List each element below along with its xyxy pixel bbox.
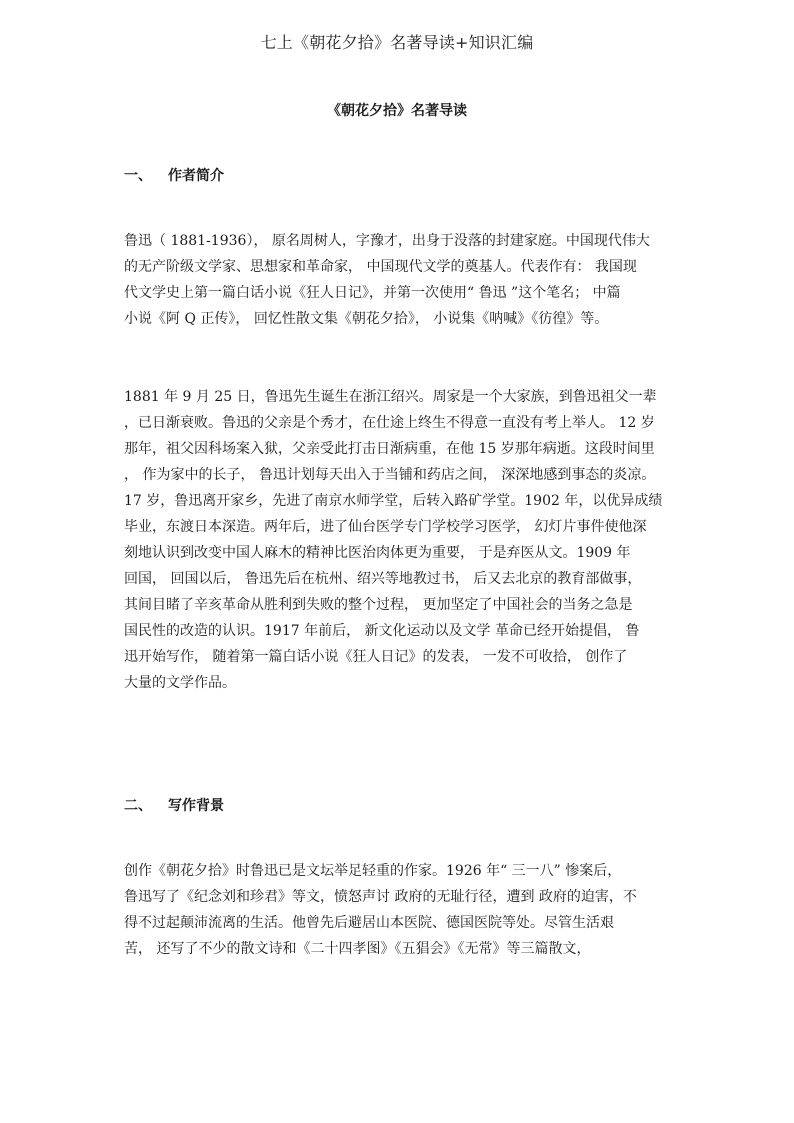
text-line: 国民性的改造的认识。1917 年前后， 新文化运动以及文学 革命已经开始提倡， 鲁 [124,623,640,639]
text-line: 17 岁，鲁迅离开家乡，先进了南京水师学堂，后转入路矿学堂。1902 年，以优异成绩 [124,493,663,509]
text-line: 回国， 回国以后， 鲁迅先后在杭州、绍兴等地教过书， 后又去北京的教育部做事， [124,571,642,587]
text-line: 苦， 还写了不少的散文诗和《二十四孝图》《五猖会》《无常》等三篇散文， [124,941,591,957]
text-line: 那年，祖父因科场案入狱，父亲受此打击日渐病重，在他 15 岁那年病逝。这段时间里 [124,441,655,457]
text-line: 毕业，东渡日本深造。两年后，进了仙台医学专门学校学习医学， 幻灯片事件使他深 [124,519,647,535]
text-line: 代文学史上第一篇白话小说《狂人日记》，并第一次使用“ 鲁迅 ”这个笔名； 中篇 [124,285,621,301]
section-subtitle: 《朝花夕拾》名著导读 [327,103,467,119]
text-line: 小说《阿 Q 正传》， 回忆性散文集《朝花夕拾》， 小说集《呐喊》《彷徨》等。 [124,311,609,327]
text-line: 刻地认识到改变中国人麻木的精神比医治肉体更为重要， 于是弃医从文。1909 年 [124,545,631,561]
section-heading-text: 作者简介 [168,168,224,184]
text-line: 迅开始写作， 随着第一篇白话小说《狂人日记》的发表， 一发不可收拾， 创作了 [124,649,628,665]
text-line: 得不过起颠沛流离的生活。他曾先后避居山本医院、德国医院等处。尽管生活艰 [124,915,614,931]
section-number: 一、 [124,168,152,184]
section-heading-author-intro [124,165,224,187]
text-line: 其间目睹了辛亥革命从胜利到失败的整个过程， 更加坚定了中国社会的当务之急是 [124,597,633,613]
document-title: 七上《朝花夕拾》名著导读+知识汇编 [260,33,534,52]
section-heading-text: 写作背景 [168,798,224,814]
section-number: 二、 [124,798,152,814]
text-line: 创作《朝花夕拾》时鲁迅已是文坛举足轻重的作家。1926 年“ 三一八” 惨案后， [124,863,622,879]
text-line: 1881 年 9 月 25 日，鲁迅先生诞生在浙江绍兴。周家是一个大家族，到鲁迅祖父一辈 [124,389,657,405]
text-line: ， 作为家中的长子， 鲁迅计划每天出入于当铺和药店之间， 深深地感到事态的炎凉。 [124,467,656,483]
section-heading-writing-background [124,795,224,817]
text-line: 的无产阶级文学家、思想家和革命家， 中国现代文学的奠基人。代表作有： 我国现 [124,259,637,275]
text-line: 大量的文学作品。 [124,675,236,691]
paragraph-writing-background [124,858,680,962]
paragraph-author-biography [124,384,680,696]
paragraph-author-overview [124,228,680,332]
text-line: 鲁迅（ 1881-1936）， 原名周树人，字豫才，出身于没落的封建家庭。中国现代伟大 [124,233,650,249]
text-line: 鲁迅写了《纪念刘和珍君》等文，愤怒声讨 政府的无耻行径，遭到 政府的迫害，不 [124,889,637,905]
text-line: ，已日渐衰败。鲁迅的父亲是个秀才，在仕途上终生不得意一直没有考上举人。 12 岁 [124,415,655,431]
